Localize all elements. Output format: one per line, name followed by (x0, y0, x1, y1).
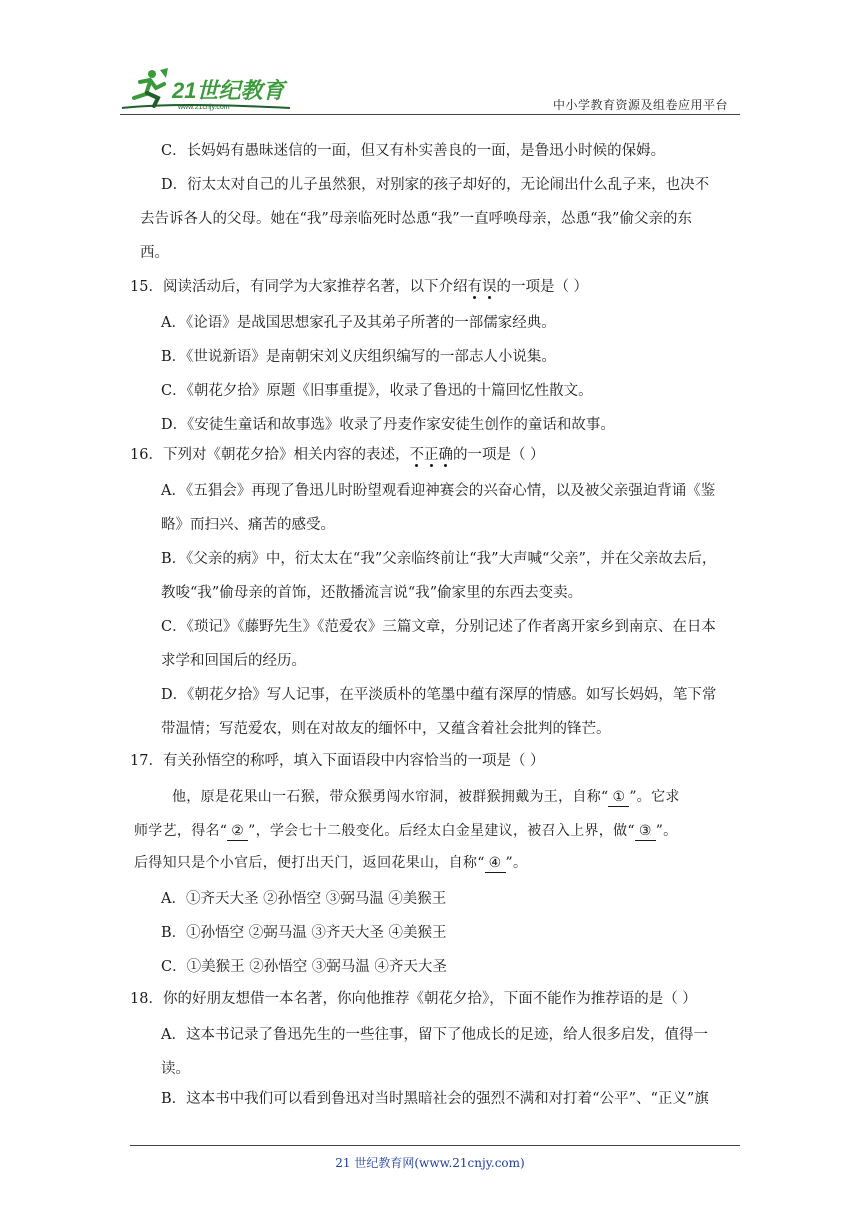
q16-option-d-line1: D．《朝花夕拾》写人记事，在平淡质朴的笔墨中蕴有深厚的情感。如写长妈妈，笔下常 (161, 687, 717, 703)
site-logo (120, 64, 320, 114)
q17-blank-3: ③ (635, 822, 656, 841)
q14-option-c: C．长妈妈有愚昧迷信的一面，但又有朴实善良的一面，是鲁迅小时候的保姆。 (161, 143, 666, 159)
q16-option-b-line2: 教唆“我”偷母亲的首饰，还散播流言说“我”偷家里的东西去变卖。 (161, 585, 583, 601)
q18-option-a-line1: A．这本书记录了鲁迅先生的一些往事，留下了他成长的足迹，给人很多启发，值得一 (161, 1027, 708, 1043)
q17-passage-3-pre: 后得知只是个小官后，便打出天门，返回花果山，自称“ (134, 855, 485, 871)
platform-label: 中小学教育资源及组卷应用平台 (552, 98, 728, 112)
q17-passage-3-post: ”。 (505, 855, 528, 871)
q16-option-a-line1: A．《五猖会》再现了鲁迅儿时盼望观看迎神赛会的兴奋心情，以及被父亲强迫背诵《鉴 (161, 483, 716, 499)
q17-option-c: C．①美猴王 ②孙悟空 ③弼马温 ④齐天大圣 (161, 959, 447, 975)
q17-passage-2-post: ”。 (655, 823, 678, 839)
q16-emphasis-1: 不 (409, 447, 424, 463)
q16-stem (130, 444, 545, 466)
q17-blank-2: ② (227, 822, 248, 841)
q15-option-a: A．《论语》是战国思想家孔子及其弟子所著的一部儒家经典。 (161, 315, 556, 331)
q16-emphasis-3: 确 (438, 447, 453, 463)
q17-blank-1: ① (608, 788, 629, 807)
q17-stem: 17．有关孙悟空的称呼，填入下面语段中内容恰当的一项是（ ） (130, 753, 545, 769)
q15-stem-pre: 15．阅读活动后，有同学为大家推荐名著，以下介绍 (130, 279, 468, 295)
q15-emphasis-1: 有 (467, 279, 482, 295)
q17-option-a: A．①齐天大圣 ②孙悟空 ③弼马温 ④美猴王 (161, 891, 447, 907)
q17-passage-line1 (172, 786, 680, 808)
q16-option-d-line2: 带温情；写范爱农，则在对故友的缅怀中，又蕴含着社会批判的锋芒。 (161, 721, 611, 737)
q15-option-c: C．《朝花夕拾》原题《旧事重提》，收录了鲁迅的十篇回忆性散文。 (161, 383, 593, 399)
q18-option-b-line1: B．这本书中我们可以看到鲁迅对当时黑暗社会的强烈不满和对打着“公平”、“正义”旗 (161, 1091, 709, 1107)
footer-link[interactable]: 21 世纪教育网(www.21cnjy.com) (335, 1156, 525, 1170)
q18-stem: 18．你的好朋友想借一本名著，你向他推荐《朝花夕拾》，下面不能作为推荐语的是（ ） (130, 991, 697, 1007)
q16-stem-pre: 16．下列对《朝花夕拾》相关内容的表述， (130, 447, 410, 463)
q14-option-d-line2: 去告诉各人的父母。她在“我”母亲临死时怂恿“我”一直呼唤母亲，怂恿“我”偷父亲的东 (140, 211, 692, 227)
q15-option-b: B．《世说新语》是南朝宋刘义庆组织编写的一部志人小说集。 (161, 349, 556, 365)
q15-emphasis-2: 误 (481, 279, 497, 295)
q17-passage-1-post: ”。它求 (629, 789, 680, 805)
header-divider (120, 114, 740, 115)
q17-passage-line3 (134, 852, 527, 874)
q16-option-c-line1: C．《琐记》《藤野先生》《范爱农》三篇文章，分别记述了作者离开家乡到南京、在日本 (161, 619, 716, 635)
logo-sub: www.21cnjy.com (178, 104, 230, 111)
q17-blank-4: ④ (485, 854, 506, 873)
q17-passage-2-pre: 师学艺，得名“ (134, 823, 228, 839)
q17-passage-1-pre: 他，原是花果山一石猴，带众猴勇闯水帘洞，被群猴拥戴为王，自称“ (172, 789, 609, 805)
q17-passage-2-mid: ”，学会七十二般变化。后经太白金星建议，被召入上界，做“ (248, 823, 635, 839)
q16-stem-post: 的一项是（ ） (452, 447, 545, 463)
q18-option-a-line2: 读。 (161, 1061, 190, 1077)
q14-option-d-line1: D．衍太太对自己的儿子虽然狠，对别家的孩子却好的，无论闹出什么乱子来，也决不 (161, 177, 710, 193)
q16-option-c-line2: 求学和回国后的经历。 (161, 653, 306, 669)
q15-stem-post: 的一项是（ ） (496, 279, 589, 295)
q16-option-b-line1: B．《父亲的病》中，衍太太在“我”父亲临终前让“我”大声喊“父亲”，并在父亲故去后， (161, 551, 717, 567)
q16-option-a-line2: 略》而扫兴、痛苦的感受。 (161, 517, 335, 533)
q15-option-d: D．《安徒生童话和故事选》收录了丹麦作家安徒生创作的童话和故事。 (161, 417, 615, 433)
logo-text: 21世纪教育 (172, 78, 285, 103)
q16-emphasis-2: 正 (423, 447, 439, 463)
q17-passage-line2 (134, 820, 677, 842)
q15-stem (130, 276, 588, 298)
page-header (120, 64, 740, 114)
q14-option-d-line3: 西。 (140, 245, 169, 261)
q17-option-b: B．①孙悟空 ②弼马温 ③齐天大圣 ④美猴王 (161, 925, 447, 941)
runner-logo-icon (120, 64, 320, 114)
footer-divider (130, 1145, 740, 1146)
